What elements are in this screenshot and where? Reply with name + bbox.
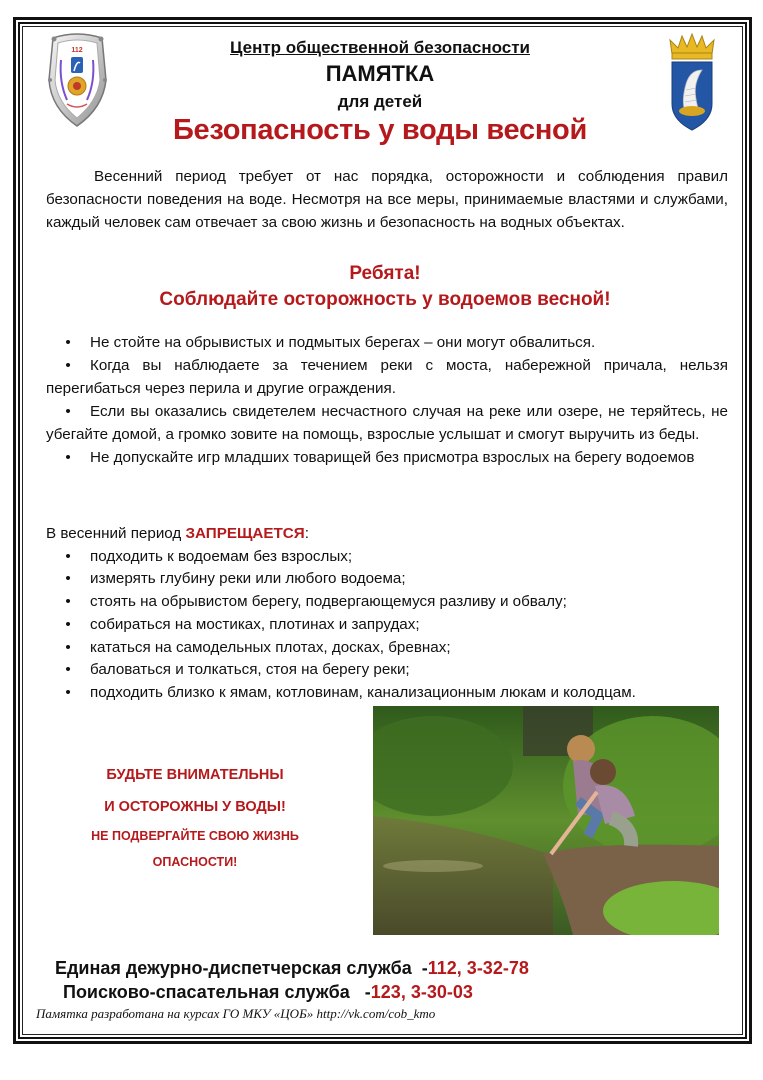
forbidden-list xyxy=(46,546,728,705)
forbidden-item: • стоять на обрывистом берегу, подвергающемуся разливу и обвалу; xyxy=(46,591,728,614)
intro-text: Весенний период требует от нас порядка, осторожности и соблюдения правил безопасности поведения на воде. Несмотря на все меры, принимаемые властями и службами, каждый человек сам отвечает за свою жизнь и безопасность на водных объектах. xyxy=(46,168,728,231)
forbidden-item: • кататься на самодельных плотах, досках, бревнах; xyxy=(46,637,728,660)
forbidden-item: • собираться на мостиках, плотинах и запрудах; xyxy=(46,614,728,637)
bullet-icon: • xyxy=(65,403,71,420)
appeal-subheading: Соблюдайте осторожность у водоемов весной! xyxy=(159,289,611,310)
bullet-icon: • xyxy=(65,449,71,466)
bullet-icon: • xyxy=(65,357,71,374)
dispatch-service-name: Единая дежурно-диспетчерская служба - xyxy=(55,958,428,978)
children-by-water-photo xyxy=(373,706,719,935)
warning-line-1: БУДЬТЕ ВНИМАТЕЛЬНЫ xyxy=(106,767,284,783)
audience-label: для детей xyxy=(337,92,423,111)
forbidden-item: • баловаться и толкаться, стоя на берегу реки; xyxy=(46,659,728,682)
bullet-icon: • xyxy=(65,615,71,633)
bullet-icon: • xyxy=(65,661,71,679)
forbidden-section xyxy=(46,523,728,705)
forbidden-lead: В весенний период ЗАПРЕЩАЕТСЯ: xyxy=(46,525,309,542)
bullet-icon: • xyxy=(65,593,71,611)
rule-item: • Если вы оказались свидетелем несчастного случая на реке или озере, не теряйтесь, не убегайте домой, а громко зовите на помощь, взрослые услышат и смогут выручить из беды. xyxy=(46,400,728,446)
forbidden-item: • подходить к водоемам без взрослых; xyxy=(46,546,728,569)
rescue-service-phone[interactable]: 123, 3-30-03 xyxy=(370,982,473,1002)
bullet-icon: • xyxy=(65,334,71,351)
safety-rules-list xyxy=(46,331,728,469)
coat-of-arms-emblem xyxy=(668,32,716,132)
forbidden-item: • подходить близко к ямам, котловинам, канализационным люкам и колодцам. xyxy=(46,682,728,705)
coat-of-arms-icon xyxy=(668,32,716,132)
bullet-icon: • xyxy=(65,638,71,656)
appeal-heading: Ребята! xyxy=(349,263,421,284)
rule-item: • Когда вы наблюдаете за течением реки с моста, набережной причала, нельзя перегибаться через перила и другие ограждения. xyxy=(46,354,728,400)
warning-line-2: И ОСТОРОЖНЫ У ВОДЫ! xyxy=(104,799,286,815)
photo-illustration xyxy=(373,706,719,935)
document-type: ПАМЯТКА xyxy=(325,61,435,86)
rescue-service-name: Поисково-спасательная служба - xyxy=(63,982,371,1002)
warning-line-3: НЕ ПОДВЕРГАЙТЕ СВОЮ ЖИЗНЬ xyxy=(91,829,299,843)
intro-paragraph xyxy=(46,165,728,234)
contact-dispatch-service xyxy=(55,958,735,979)
rule-item: • Не допускайте игр младших товарищей без присмотра взрослых на берегу водоемов xyxy=(46,446,728,469)
organization-name: Центр общественной безопасности xyxy=(230,38,530,57)
warning-line-4: ОПАСНОСТИ! xyxy=(152,855,238,869)
rule-item: • Не стойте на обрывистых и подмытых берегах – они могут обвалиться. xyxy=(46,331,728,354)
dispatch-service-phone[interactable]: 112, 3-32-78 xyxy=(427,958,529,978)
contact-rescue-service xyxy=(63,982,743,1003)
bullet-icon: • xyxy=(65,547,71,565)
forbidden-keyword: ЗАПРЕЩАЕТСЯ xyxy=(185,525,305,542)
forbidden-item: • измерять глубину реки или любого водоема; xyxy=(46,568,728,591)
emblem-112-text: 112 xyxy=(71,47,83,54)
page-title: Безопасность у воды весной xyxy=(173,114,587,146)
bullet-icon: • xyxy=(65,683,71,701)
bullet-icon: • xyxy=(65,570,71,588)
credit-line: Памятка разработана на курсах ГО МКУ «ЦОБ» http://vk.com/cob_kmo xyxy=(36,1006,436,1021)
